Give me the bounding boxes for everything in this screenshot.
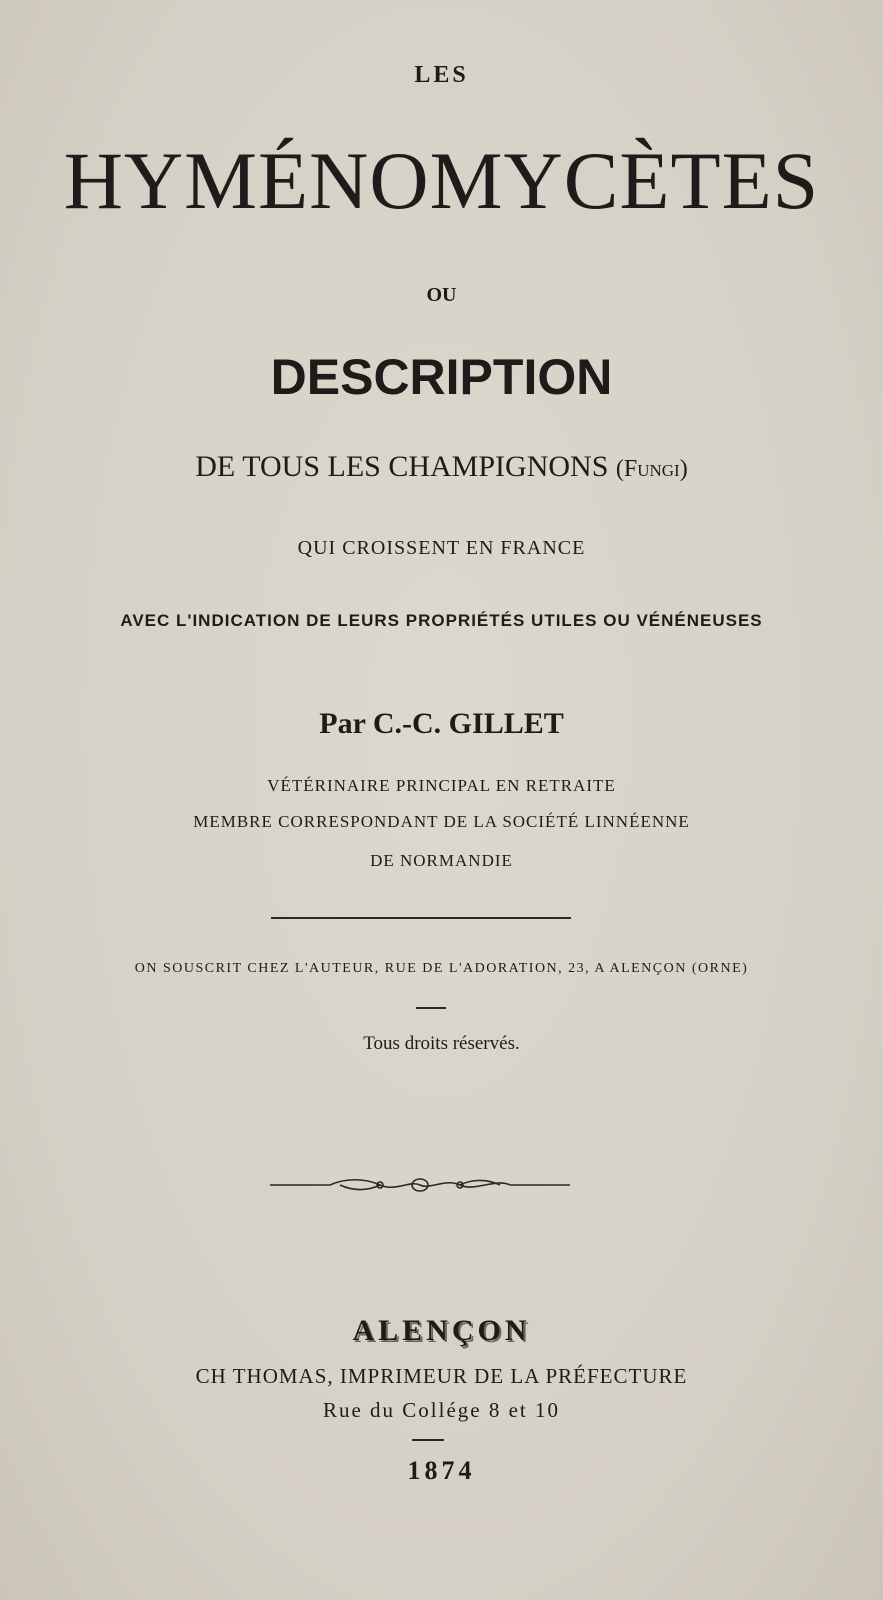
main-title <box>20 135 863 226</box>
rights-text: Tous droits réservés. <box>363 1033 520 1054</box>
author-title-1-text: VÉTÉRINAIRE PRINCIPAL EN RETRAITE <box>267 776 616 795</box>
description-heading <box>20 349 863 405</box>
description-text: DESCRIPTION <box>270 349 613 405</box>
ou <box>20 285 863 305</box>
year <box>20 1458 863 1484</box>
author-title-3-text: DE NORMANDIE <box>370 851 513 870</box>
subtitle-line-1-text: DE TOUS LES CHAMPIGNONS <box>195 450 609 483</box>
les-text: LES <box>414 62 469 88</box>
author-title-2 <box>20 813 863 830</box>
year-text: 1874 <box>407 1456 476 1485</box>
divider-rule <box>271 917 571 919</box>
subscription-text: ON SOUSCRIT CHEZ L'AUTEUR, RUE DE L'ADORATION, 23, A ALENÇON (ORNE) <box>134 961 749 976</box>
city-text: ALENÇON <box>352 1314 531 1347</box>
ou-text: OU <box>426 284 457 306</box>
short-dash <box>416 1007 446 1009</box>
subtitle-line-2-text: QUI CROISSENT EN FRANCE <box>297 537 586 559</box>
address <box>20 1400 863 1421</box>
fungi: (Fungi) <box>615 456 688 482</box>
short-dash-2 <box>412 1439 444 1441</box>
les <box>20 63 863 87</box>
ornament-flourish <box>270 1172 570 1198</box>
subtitle-line-2 <box>20 538 863 558</box>
author-title-3 <box>20 852 863 869</box>
subtitle-line-1 <box>20 452 863 482</box>
author-text: Par C.-C. GILLET <box>319 707 564 740</box>
rights <box>20 1034 863 1053</box>
main-title-text: HYMÉNOMYCÈTES <box>63 135 820 226</box>
author <box>20 709 863 739</box>
subtitle-line-3 <box>20 612 863 629</box>
printer <box>20 1366 863 1387</box>
address-text: Rue du Collége 8 et 10 <box>322 1398 561 1422</box>
subtitle-line-3-text: AVEC L'INDICATION DE LEURS PROPRIÉTÉS UTILES OU VÉNÉNEUSES <box>120 611 763 630</box>
author-title-1 <box>20 777 863 794</box>
city <box>20 1316 863 1346</box>
printer-text: CH THOMAS, IMPRIMEUR DE LA PRÉFECTURE <box>195 1364 688 1388</box>
author-title-2-text: MEMBRE CORRESPONDANT DE LA SOCIÉTÉ LINNÉENNE <box>193 812 690 831</box>
subscription <box>20 962 863 976</box>
